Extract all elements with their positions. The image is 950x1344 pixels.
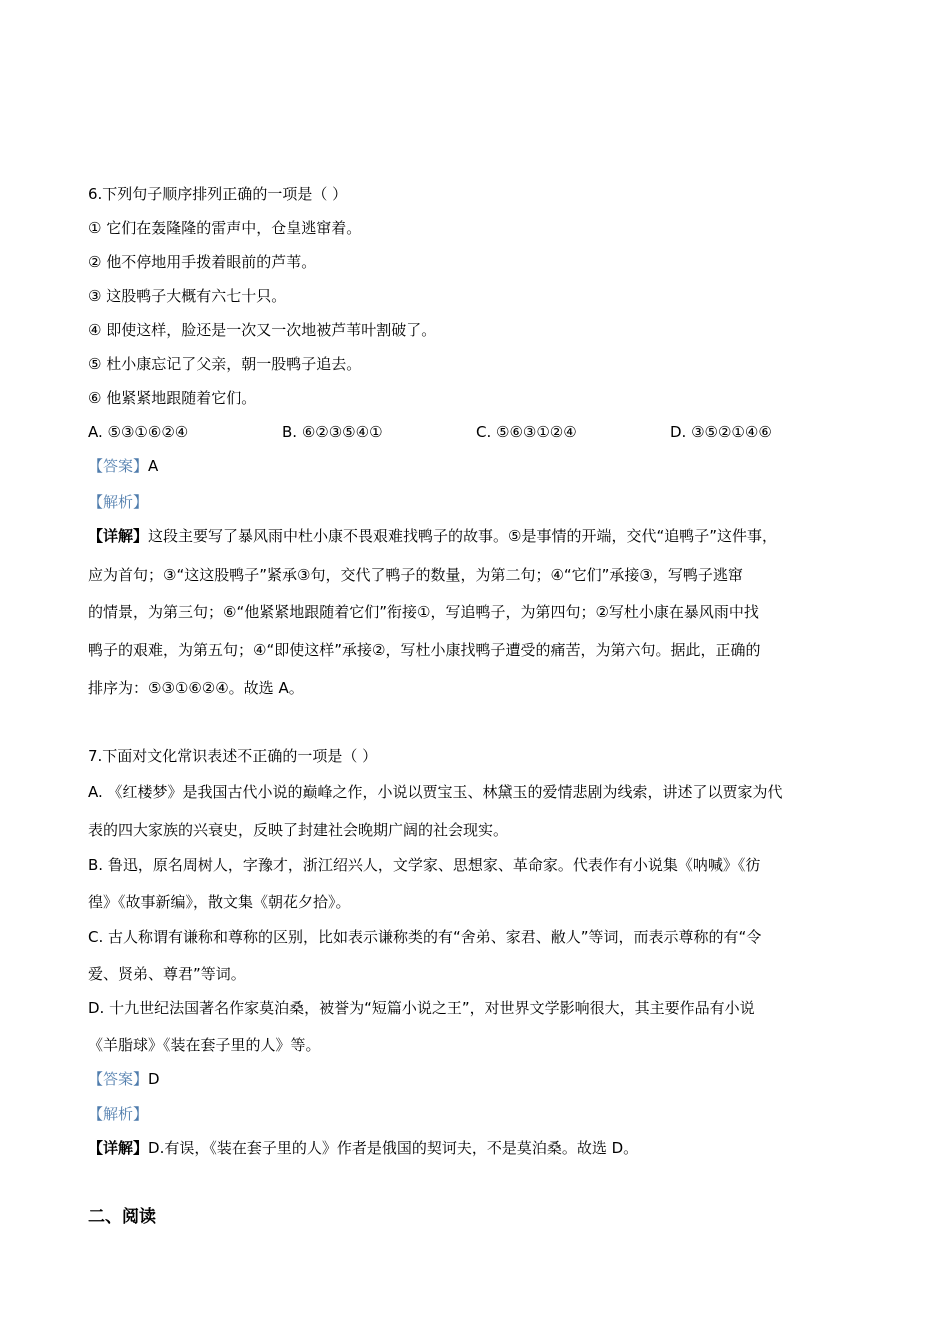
q6-item: ① 它们在轰隆隆的雷声中，仓皇逃窜着。 (88, 219, 362, 237)
q7-option-line: 徨》《故事新编》，散文集《朝花夕拾》。 (88, 893, 351, 911)
answer-label: 【答案】 (88, 457, 149, 475)
q6-option-d: D. ③⑤②①④⑥ (670, 423, 772, 441)
detail-label: 【详解】 (88, 1139, 149, 1157)
q7-option-line: B. 鲁迅，原名周树人，字豫才，浙江绍兴人，文学家、思想家、革命家。代表作有小说集《呐喊》《彷 (88, 856, 761, 874)
q6-item: ③ 这股鸭子大概有六七十只。 (88, 287, 287, 305)
q6-option-b: B. ⑥②③⑤④① (282, 423, 383, 441)
q6-analysis-label: 【解析】 (88, 493, 149, 511)
detail-text: 这段主要写了暴风雨中杜小康不畏艰难找鸭子的故事。⑤是事情的开端，交代“追鸭子”这件事， (148, 527, 778, 545)
q6-option-c: C. ⑤⑥③①②④ (476, 423, 577, 441)
q7-option-line: 《羊脂球》《装在套子里的人》等。 (88, 1036, 321, 1054)
detail-text: D.有误，《装在套子里的人》作者是俄国的契诃夫，不是莫泊桑。故选 D。 (148, 1139, 639, 1157)
q7-option-line: C. 古人称谓有谦称和尊称的区别，比如表示谦称类的有“舍弟、家君、敝人”等词，而表示尊称的有“令 (88, 928, 762, 946)
answer-value: A (148, 457, 159, 475)
q7-option-line: 爱、贤弟、尊君”等词。 (88, 965, 246, 983)
q6-detail-line (88, 526, 777, 546)
q6-detail-line: 鸭子的艰难，为第五句；④“即使这样”承接②，写杜小康找鸭子遭受的痛苦，为第六句。据此，正确的 (88, 641, 761, 659)
q6-item: ⑥ 他紧紧地跟随着它们。 (88, 389, 257, 407)
q7-option-line: A. 《红楼梦》是我国古代小说的巅峰之作，小说以贾宝玉、林黛玉的爱情悲剧为线索，讲述了以贾家为代 (88, 783, 783, 801)
q7-stem: 7.下面对文化常识表述不正确的一项是（ ） (88, 747, 378, 765)
q7-analysis-label: 【解析】 (88, 1105, 149, 1123)
section-heading: 二、阅读 (88, 1207, 156, 1227)
q7-answer (88, 1069, 160, 1089)
q6-item: ④ 即使这样，脸还是一次又一次地被芦苇叶割破了。 (88, 321, 437, 339)
q6-item: ② 他不停地用手拨着眼前的芦苇。 (88, 253, 317, 271)
answer-value: D (148, 1070, 160, 1088)
q7-detail-line (88, 1138, 638, 1158)
q7-option-line: D. 十九世纪法国著名作家莫泊桑，被誉为“短篇小说之王”，对世界文学影响很大，其主要作品有小说 (88, 999, 755, 1017)
q6-option-a: A. ⑤③①⑥②④ (88, 423, 189, 441)
q6-options (88, 422, 878, 442)
q7-option-line: 表的四大家族的兴衰史，反映了封建社会晚期广阔的社会现实。 (88, 821, 509, 839)
detail-label: 【详解】 (88, 527, 149, 545)
q6-detail-line: 排序为：⑤③①⑥②④。故选 A。 (88, 679, 304, 697)
q6-answer (88, 456, 158, 476)
q6-stem: 6.下列句子顺序排列正确的一项是（ ） (88, 185, 348, 203)
answer-label: 【答案】 (88, 1070, 149, 1088)
q6-detail-line: 的情景，为第三句；⑥“他紧紧地跟随着它们”衔接①，写追鸭子，为第四句；②写杜小康在暴风雨中找 (88, 603, 759, 621)
document-page (88, 0, 878, 1344)
q6-item: ⑤ 杜小康忘记了父亲，朝一股鸭子追去。 (88, 355, 362, 373)
q6-detail-line: 应为首句；③“这这股鸭子”紧承③句，交代了鸭子的数量，为第二句；④“它们”承接③，写鸭子逃窜 (88, 566, 743, 584)
